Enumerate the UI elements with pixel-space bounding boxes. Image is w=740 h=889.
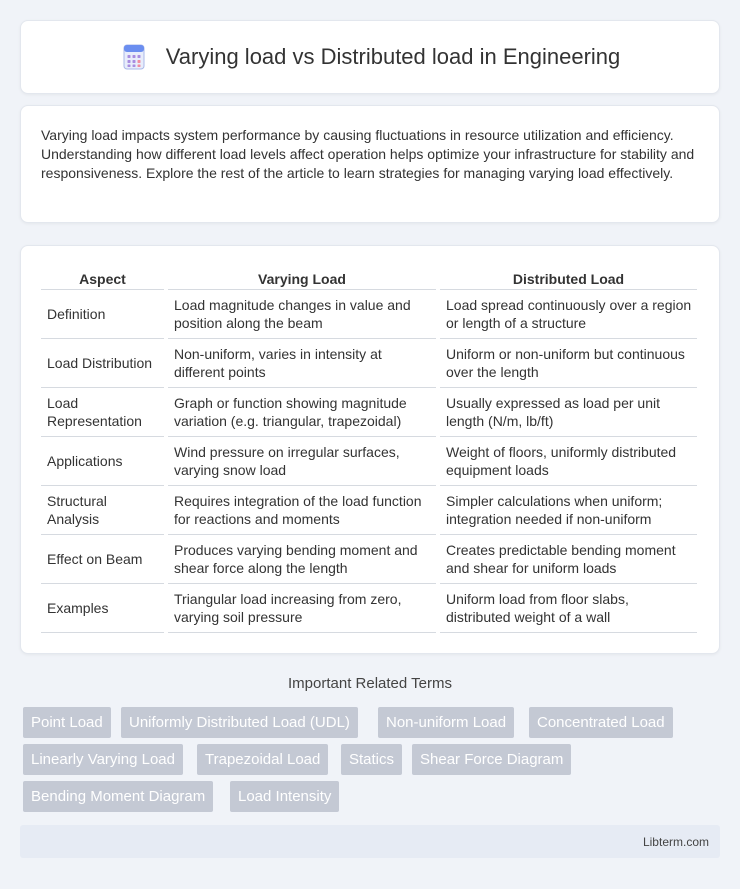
comparison-table [37,266,701,633]
cell-varying: Triangular load increasing from zero, varying soil pressure [168,584,436,633]
table-row [41,437,697,486]
cell-distributed: Usually expressed as load per unit length (N/m, lb/ft) [440,388,697,437]
table-row [41,388,697,437]
cell-distributed: Simpler calculations when uniform; integration needed if non-uniform [440,486,697,535]
header-distributed-load: Distributed Load [440,266,697,290]
cell-distributed: Load spread continuously over a region or length of a structure [440,290,697,339]
cell-distributed: Weight of floors, uniformly distributed equipment loads [440,437,697,486]
cell-varying: Wind pressure on irregular surfaces, varying snow load [168,437,436,486]
cell-varying: Non-uniform, varies in intensity at different points [168,339,436,388]
table-row [41,584,697,633]
tag-non-uniform-load[interactable]: Non-uniform Load [378,707,514,738]
comparison-table-card [20,245,720,654]
table-row [41,290,697,339]
related-terms-title: Important Related Terms [288,675,452,692]
tag-point-load[interactable]: Point Load [23,707,111,738]
footer [20,825,720,858]
tag-shear-force-diagram[interactable]: Shear Force Diagram [412,744,571,775]
cell-aspect: Examples [41,584,164,633]
table-row [41,486,697,535]
cell-distributed: Uniform load from floor slabs, distributed weight of a wall [440,584,697,633]
table-row [41,535,697,584]
tag-linearly-varying-load[interactable]: Linearly Varying Load [23,744,183,775]
cell-varying: Load magnitude changes in value and position along the beam [168,290,436,339]
cell-aspect: Structural Analysis [41,486,164,535]
cell-aspect: Definition [41,290,164,339]
tag-trapezoidal-load[interactable]: Trapezoidal Load [197,744,328,775]
table-row [41,339,697,388]
cell-aspect: Applications [41,437,164,486]
cell-aspect: Load Representation [41,388,164,437]
header-varying-load: Varying Load [168,266,436,290]
tag-udl[interactable]: Uniformly Distributed Load (UDL) [121,707,358,738]
cell-distributed: Uniform or non-uniform but continuous over the length [440,339,697,388]
cell-aspect: Load Distribution [41,339,164,388]
intro-section [20,105,720,223]
tag-load-intensity[interactable]: Load Intensity [230,781,339,812]
calculator-icon [120,43,148,71]
cell-distributed: Creates predictable bending moment and shear for uniform loads [440,535,697,584]
cell-varying: Produces varying bending moment and shear force along the length [168,535,436,584]
page-title: Varying load vs Distributed load in Engineering [165,44,621,69]
tag-statics[interactable]: Statics [341,744,402,775]
cell-aspect: Effect on Beam [41,535,164,584]
table-header-row [41,266,697,290]
cell-varying: Requires integration of the load function for reactions and moments [168,486,436,535]
footer-site-link[interactable]: Libterm.com [642,835,709,849]
intro-text: Varying load impacts system performance by causing fluctuations in resource utilization and efficiency. Understanding how different load levels affect operation helps optimize your infrastructure for stability and responsiveness. Explore the rest of the article to learn strategies for managing varying load effectively. [41,127,695,181]
header-aspect: Aspect [41,266,164,290]
cell-varying: Graph or function showing magnitude variation (e.g. triangular, trapezoidal) [168,388,436,437]
page-header [20,20,720,94]
tag-concentrated-load[interactable]: Concentrated Load [529,707,673,738]
tag-bending-moment-diagram[interactable]: Bending Moment Diagram [23,781,213,812]
